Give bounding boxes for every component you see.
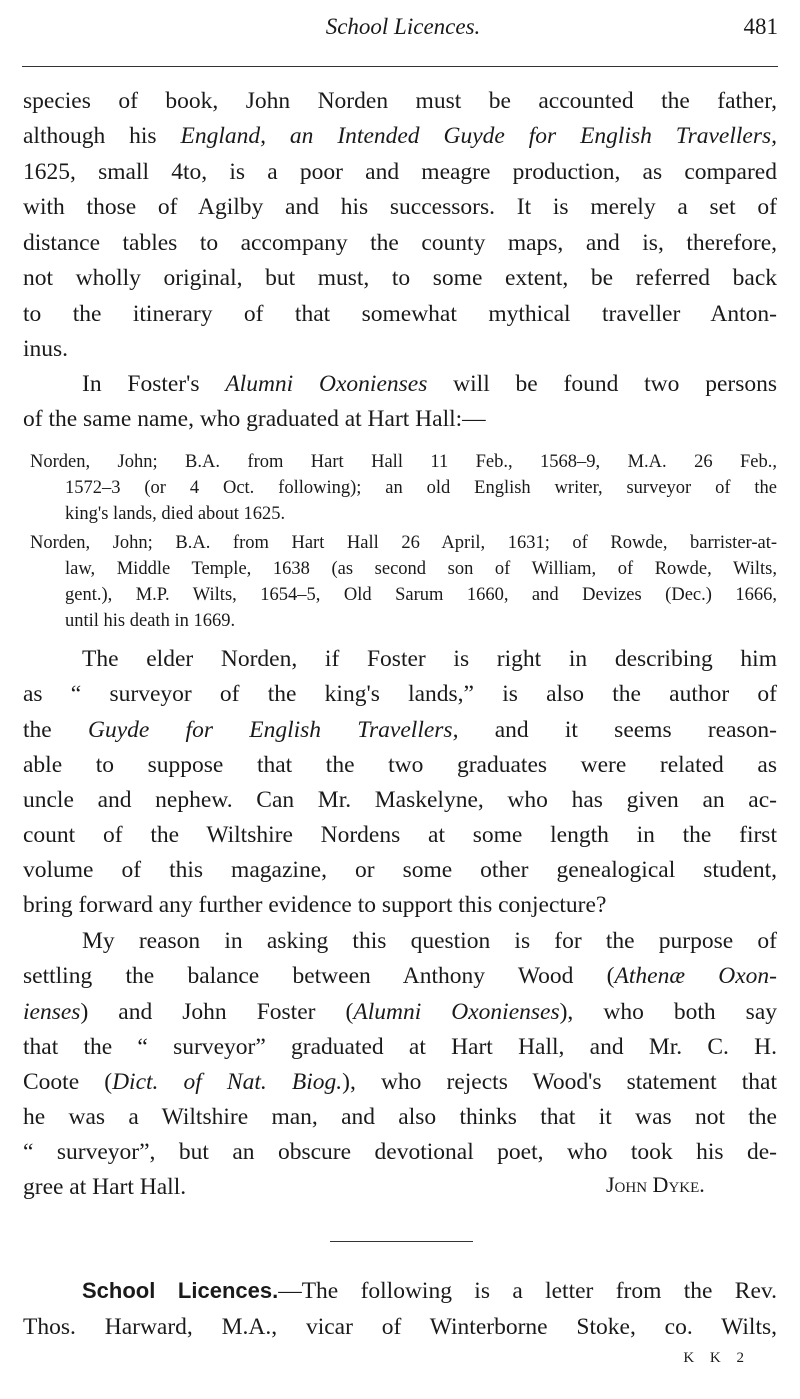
text: king's lands, died about 1625. <box>65 504 286 524</box>
italic-text: Athenæ Oxon- <box>614 963 777 989</box>
header-rule <box>22 66 778 67</box>
text-line <box>23 1069 777 1096</box>
text-line <box>23 123 777 150</box>
text: with those of Agilby and his successors. It is merely a set of <box>23 194 777 220</box>
signature: John Dyke. <box>606 1172 705 1197</box>
text: “ surveyor”, but an obscure devotional poet, who took his de- <box>23 1139 777 1165</box>
text: settling the balance between Anthony Wood ( <box>23 963 615 989</box>
text: as “ surveyor of the king's lands,” is also the author of <box>23 681 777 707</box>
text: not wholly original, but must, to some extent, be referred back <box>23 265 777 291</box>
text: that the “ surveyor” graduated at Hart Hall, and Mr. C. H. <box>23 1034 777 1060</box>
text-line <box>23 194 777 221</box>
text-line <box>23 88 777 115</box>
text-line <box>65 585 777 606</box>
text: species of book, John Norden must be accounted the father, <box>23 88 777 114</box>
text: distance tables to accompany the county maps, and is, therefore, <box>23 230 777 256</box>
text: able to suppose that the two graduates were related as <box>23 752 777 778</box>
text: of the same name, who graduated at Hart Hall:— <box>23 406 486 432</box>
text: law, Middle Temple, 1638 (as second son of William, of Rowde, Wilts, <box>65 559 777 579</box>
text: ), who rejects Wood's statement that <box>342 1069 777 1095</box>
running-title: School Licences. <box>325 14 481 39</box>
text-line <box>65 559 777 580</box>
text: he was a Wiltshire man, and also thinks that it was not the <box>23 1104 777 1130</box>
text-line <box>23 1139 777 1166</box>
text-line <box>23 1314 777 1341</box>
text: inus. <box>23 336 69 362</box>
text-line <box>82 371 777 398</box>
text-line <box>23 822 777 849</box>
text: bring forward any further evidence to support this conjecture? <box>23 892 607 918</box>
text: ) and John Foster ( <box>80 999 354 1025</box>
section-heading: School Licences. <box>82 1278 279 1303</box>
text-line <box>65 611 777 632</box>
text: volume of this magazine, or some other genealogical student, <box>23 857 777 883</box>
text: count of the Wiltshire Nordens at some length in the first <box>23 822 777 848</box>
italic-text: Alumni Oxonienses <box>225 371 428 397</box>
section-separator <box>330 1241 473 1242</box>
text-line <box>23 1034 777 1061</box>
text: Norden, John; B.A. from Hart Hall 26 April, 1631; of Rowde, barrister-at- <box>30 533 777 553</box>
signature-mark: K K 2 <box>683 1350 750 1366</box>
italic-text: ienses <box>23 999 81 1025</box>
text-line <box>23 787 777 814</box>
page-number: 481 <box>743 14 778 39</box>
text: —The following is a letter from the Rev. <box>278 1278 777 1304</box>
text: although his <box>23 123 181 149</box>
text-line <box>23 406 777 433</box>
text: In Foster's <box>82 371 226 397</box>
text-line <box>23 681 777 708</box>
text-line <box>23 999 777 1026</box>
text: 1625, small 4to, is a poor and meagre production, as compared <box>23 159 777 185</box>
italic-text: Guyde for English Travellers, <box>87 717 459 743</box>
text: Thos. Harward, M.A., vicar of Winterborne Stoke, co. Wilts, <box>23 1314 777 1340</box>
text-line <box>30 533 777 554</box>
text: My reason in asking this question is for the purpose of <box>82 928 777 954</box>
text-line <box>23 301 777 328</box>
text: to the itinerary of that somewhat mythical traveller Anton- <box>23 301 777 327</box>
text-line <box>23 752 777 779</box>
text-line <box>23 857 777 884</box>
text-line <box>82 928 777 955</box>
text-line <box>23 1104 777 1131</box>
text: Norden, John; B.A. from Hart Hall 11 Feb., 1568–9, M.A. 26 Feb., <box>30 452 777 472</box>
text: uncle and nephew. Can Mr. Maskelyne, who has given an ac- <box>23 787 777 813</box>
text: The elder Norden, if Foster is right in describing him <box>82 646 777 672</box>
text-line <box>23 717 777 744</box>
text-line <box>82 646 777 673</box>
italic-text: Dict. of Nat. Biog. <box>112 1069 343 1095</box>
text: 1572–3 (or 4 Oct. following); an old English writer, surveyor of the <box>65 478 777 498</box>
text-line <box>65 478 777 499</box>
text: Coote ( <box>23 1069 113 1095</box>
text-line <box>23 892 777 919</box>
text-line <box>30 452 777 473</box>
text: will be found two persons <box>427 371 777 397</box>
text-line <box>23 159 777 186</box>
text-line <box>23 230 777 257</box>
text-line <box>23 336 777 363</box>
text: and it seems reason- <box>458 717 778 743</box>
text-line <box>23 265 777 292</box>
italic-text: England, an Intended Guyde for English Travellers, <box>180 123 777 149</box>
text-line <box>23 963 777 990</box>
text: gree at Hart Hall. <box>23 1174 187 1200</box>
text: until his death in 1669. <box>65 611 236 631</box>
text: gent.), M.P. Wilts, 1654–5, Old Sarum 1660, and Devizes (Dec.) 1666, <box>65 585 777 605</box>
italic-text: Alumni Oxonienses <box>353 999 560 1025</box>
text: ), who both say <box>559 999 778 1025</box>
text-line <box>65 504 777 525</box>
text-line <box>82 1278 777 1305</box>
text: the <box>23 717 88 743</box>
